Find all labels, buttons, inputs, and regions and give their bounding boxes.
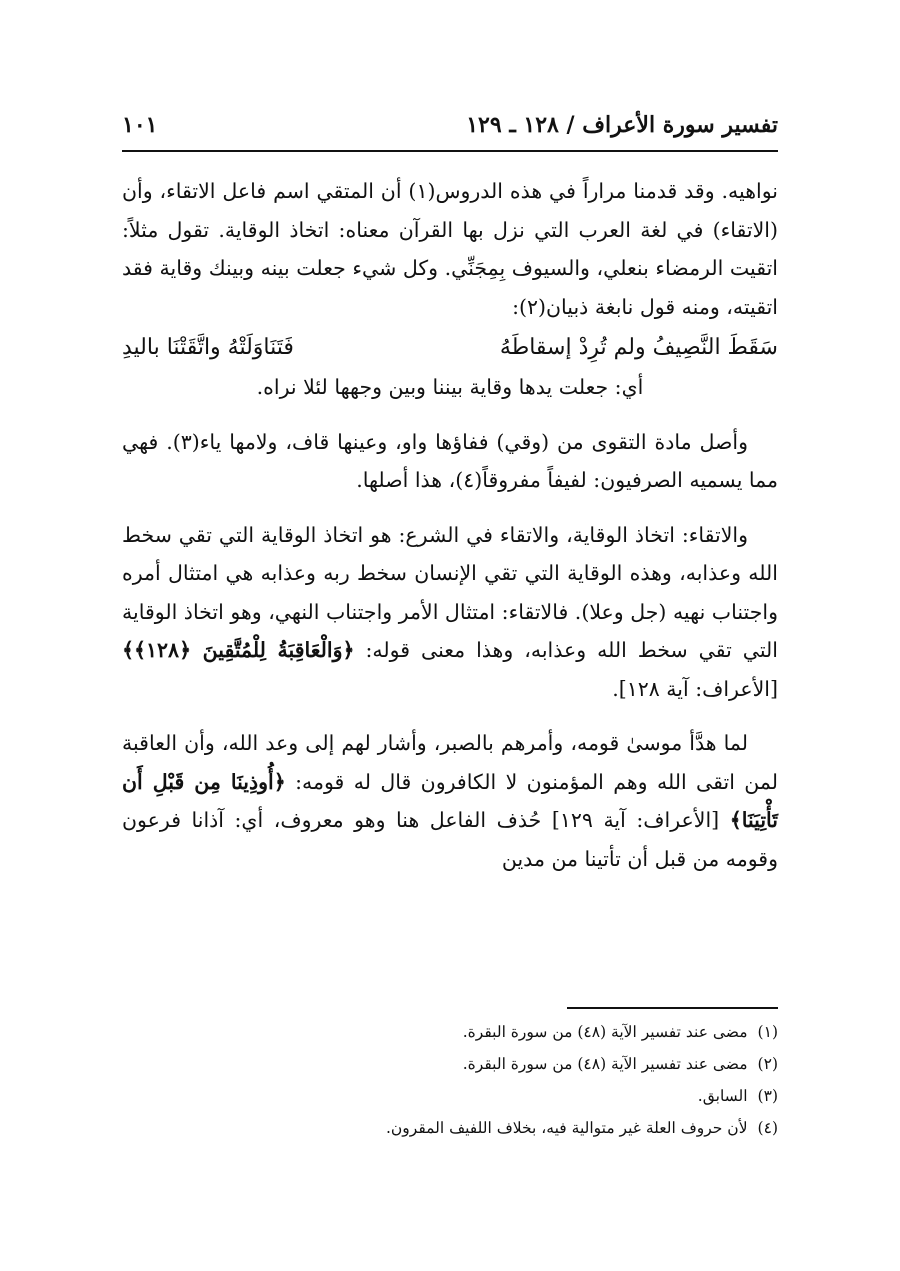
- paragraph-3: وأصل مادة التقوى من (وقي) ففاؤها واو، وعينها قاف، ولامها ياء(٣). فهي مما يسميه الصرفيون: لفيفاً مفروقاً(٤)، هذا أصلها.: [122, 429, 778, 492]
- running-title: تفسير سورة الأعراف / ١٢٨ ـ ١٢٩: [466, 112, 778, 138]
- header-rule: [122, 150, 778, 152]
- page-number: ١٠١: [122, 112, 158, 138]
- verse-second-hemistich: فَتَنَاوَلَتْهُ واتَّقَتْنَا باليدِ: [122, 335, 294, 360]
- paragraph-2: أي: جعلت يدها وقاية بيننا وبين وجهها لئلا نراه.: [256, 375, 644, 399]
- footnote-number: (١): [757, 1023, 778, 1041]
- paragraph-4: [122, 516, 778, 709]
- quran-quote-129: ﴿أُوذِينَا مِن قَبْلِ أَن تَأْتِيَنَا﴾: [122, 769, 778, 832]
- footnote-1: [122, 1016, 778, 1048]
- paragraph-5-text-a: لما هدَّأ موسىٰ قومه، وأمرهم بالصبر، وأشار لهم إلى وعد الله، وأن العاقبة لمن اتقى الله وهم المؤمنون لا الكافرون قال له قومه:: [122, 731, 778, 794]
- quran-reference-128: [الأعراف: آية ١٢٨].: [612, 676, 778, 701]
- verse-first-hemistich: سَقَطَ النَّصِيفُ ولم تُرِدْ إسقاطَهُ: [499, 335, 778, 360]
- footnotes: [122, 1016, 778, 1144]
- footnote-number: (٢): [757, 1055, 778, 1073]
- paragraph-5: [122, 724, 778, 878]
- footnote-3: [122, 1080, 778, 1112]
- footnote-number: (٤): [757, 1119, 778, 1137]
- footnote-number: (٣): [757, 1087, 778, 1105]
- poetry-verse: [122, 328, 778, 368]
- main-text: [122, 172, 778, 878]
- footnote-text: السابق.: [697, 1087, 748, 1105]
- quran-quote-128: ﴿وَالْعَاقِبَةُ لِلْمُتَّقِينَ ﴿١٢٨﴾﴾: [122, 638, 355, 662]
- footnote-text: لأن حروف العلة غير متوالية فيه، بخلاف اللفيف المقرون.: [385, 1119, 748, 1137]
- footnote-4: [122, 1112, 778, 1144]
- paragraph-1: نواهيه. وقد قدمنا مراراً في هذه الدروس(١) أن المتقي اسم فاعل الاتقاء، وأن (الاتقاء) في لغة العرب التي نزل بها القرآن معناه: اتخاذ الوقاية. تقول مثلاً: اتقيت الرمضاء بنعلي، والسيوف بِمِجَنِّي. وكل شيء جعلت بينه وبينك وقاية فقد اتقيته، ومنه قول نابغة ذبيان(٢):: [122, 179, 778, 319]
- footnote-text: مضى عند تفسير الآية (٤٨) من سورة البقرة.: [462, 1055, 748, 1073]
- footnote-text: مضى عند تفسير الآية (٤٨) من سورة البقرة.: [462, 1023, 748, 1041]
- paragraph-4-text: والاتقاء: اتخاذ الوقاية، والاتقاء في الشرع: هو اتخاذ الوقاية التي تقي سخط الله وعذابه، وهذه الوقاية التي تقي الإنسان سخط ربه وعذابه هي امتثال أمره واجتناب نهيه (جل وعلا). فالاتقاء: امتثال الأمر واجتناب النهي، وهو اتخاذ الوقاية التي تقي سخط الله وعذابه، وهذا معنى قوله:: [122, 522, 778, 662]
- footnote-rule: [567, 1007, 778, 1009]
- footnote-2: [122, 1048, 778, 1080]
- paragraph-5-text-b: [الأعراف: آية ١٢٩] حُذف الفاعل هنا وهو معروف، أي: آذانا فرعون وقومه من قبل أن تأتينا من مدين: [122, 808, 778, 871]
- page-header: [122, 112, 778, 152]
